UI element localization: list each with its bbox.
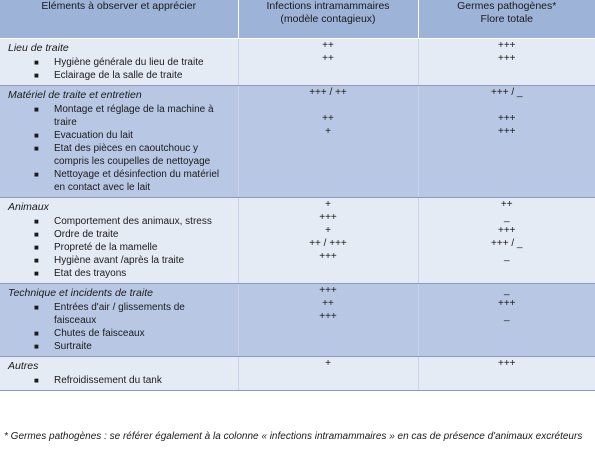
header-elements: Eléments à observer et apprécier xyxy=(0,0,238,39)
bullet-icon: ■ xyxy=(34,144,39,153)
list-item xyxy=(0,215,238,228)
item-label: Etat des trayons xyxy=(54,268,127,279)
list-item xyxy=(0,374,238,387)
table-header-row xyxy=(0,0,595,39)
infections-cell xyxy=(238,284,418,357)
bullet-icon: ■ xyxy=(34,376,39,385)
infections-value: ++ xyxy=(322,113,334,124)
item-label: Eclairage de la salle de traite xyxy=(54,70,183,81)
germes-value: +++ / _ xyxy=(491,87,523,98)
list-item xyxy=(0,228,238,241)
infections-value: ++ / +++ xyxy=(309,238,347,249)
item-label: Evacuation du lait xyxy=(54,130,133,141)
item-label: Chutes de faisceaux xyxy=(54,328,145,339)
germes-value: +++ xyxy=(497,126,516,137)
section-row xyxy=(0,39,595,86)
infections-cell xyxy=(238,86,418,198)
item-list xyxy=(0,103,238,197)
bullet-icon: ■ xyxy=(34,256,39,265)
infections-cell xyxy=(238,357,418,391)
infections-value: +++ xyxy=(319,285,337,296)
infections-value: +++ xyxy=(319,311,337,322)
infections-value: ++ xyxy=(322,53,334,64)
item-label: Nettoyage et désinfection du matériel en contact avec le lait xyxy=(54,169,220,193)
germes-value: _ xyxy=(503,311,510,322)
list-item xyxy=(0,301,238,327)
infections-value: + xyxy=(325,358,331,369)
item-label: Ordre de traite xyxy=(54,229,119,240)
germes-value: _ xyxy=(503,285,510,296)
section-elements-cell xyxy=(0,39,238,86)
infections-value: + xyxy=(325,225,331,236)
germes-value: +++ / _ xyxy=(491,238,523,249)
germes-value: +++ xyxy=(497,298,516,309)
infections-value: + xyxy=(325,126,331,137)
item-label: Surtraite xyxy=(54,341,92,352)
item-label: Hygiène générale du lieu de traite xyxy=(54,57,204,68)
germes-value: +++ xyxy=(497,53,516,64)
germes-value: +++ xyxy=(497,225,516,236)
infections-cell xyxy=(238,39,418,86)
germes-value: ++ xyxy=(500,199,513,210)
item-label: Etat des pièces en caoutchouc y compris les coupelles de nettoyage xyxy=(54,143,211,167)
germes-value: +++ xyxy=(497,358,516,369)
list-item xyxy=(0,254,238,267)
list-item xyxy=(0,142,238,168)
germes-value: +++ xyxy=(497,113,516,124)
germes-cell xyxy=(418,39,595,86)
section-row xyxy=(0,284,595,357)
bullet-icon: ■ xyxy=(34,329,39,338)
header-infections-line1: Infections intramammaires xyxy=(266,0,390,12)
item-label: Comportement des animaux, stress xyxy=(54,216,212,227)
header-germes-line2: Flore totale xyxy=(480,13,534,25)
list-item xyxy=(0,340,238,353)
bullet-icon: ■ xyxy=(34,131,39,140)
table-body xyxy=(0,39,595,391)
section-title: Animaux xyxy=(8,201,49,213)
list-item xyxy=(0,241,238,254)
header-infections-line2: (modèle contagieux) xyxy=(280,13,376,25)
section-elements-cell xyxy=(0,284,238,357)
footnote: * Germes pathogènes : se référer également à la colonne « infections intramammaires » en cas de présence d'animaux excréteurs xyxy=(4,431,583,442)
section-title: Lieu de traite xyxy=(8,42,69,54)
germes-value xyxy=(419,151,595,177)
infections-cell xyxy=(238,198,418,284)
list-item xyxy=(0,103,238,129)
bullet-icon: ■ xyxy=(34,105,39,114)
bullet-icon: ■ xyxy=(34,243,39,252)
header-germes-line1: Germes pathogènes* xyxy=(457,0,557,12)
list-item xyxy=(0,168,238,194)
section-title: Autres xyxy=(8,360,39,372)
section-row xyxy=(0,198,595,284)
infections-value: +++ xyxy=(319,212,337,223)
list-item xyxy=(0,327,238,340)
section-elements-cell xyxy=(0,357,238,391)
section-row xyxy=(0,357,595,391)
bullet-icon: ■ xyxy=(34,71,39,80)
list-item xyxy=(0,267,238,280)
infections-value xyxy=(239,151,418,177)
germes-cell xyxy=(418,284,595,357)
bullet-icon: ■ xyxy=(34,170,39,179)
bullet-icon: ■ xyxy=(34,342,39,351)
germes-cell xyxy=(418,357,595,391)
item-list xyxy=(0,215,238,283)
bullet-icon: ■ xyxy=(34,58,39,67)
list-item xyxy=(0,129,238,142)
item-label: Hygiène avant /après la traite xyxy=(54,255,185,266)
infections-value: +++ / ++ xyxy=(309,87,347,98)
item-list xyxy=(0,301,238,356)
infections-value: + xyxy=(325,199,331,210)
section-elements-cell xyxy=(0,198,238,284)
section-title: Technique et incidents de traite xyxy=(8,287,153,299)
germes-value: _ xyxy=(503,251,510,262)
germes-cell xyxy=(418,198,595,284)
bullet-icon: ■ xyxy=(34,230,39,239)
header-germes xyxy=(418,0,595,39)
section-row xyxy=(0,86,595,198)
bullet-icon: ■ xyxy=(34,217,39,226)
infections-value: ++ xyxy=(322,298,334,309)
germes-value: _ xyxy=(503,212,510,223)
item-label: Refroidissement du tank xyxy=(54,375,162,386)
section-elements-cell xyxy=(0,86,238,198)
list-item xyxy=(0,56,238,69)
item-list xyxy=(0,56,238,85)
header-infections xyxy=(238,0,418,39)
germes-cell xyxy=(418,86,595,198)
section-title: Matériel de traite et entretien xyxy=(8,89,142,101)
item-label: Montage et réglage de la machine à traire xyxy=(54,104,214,128)
item-label: Entrées d'air / glissements de faisceaux xyxy=(54,302,185,326)
germes-value: +++ xyxy=(497,40,516,51)
bullet-icon: ■ xyxy=(34,303,39,312)
bullet-icon: ■ xyxy=(34,269,39,278)
list-item xyxy=(0,69,238,82)
infections-value: ++ xyxy=(322,40,334,51)
infections-value: +++ xyxy=(319,251,337,262)
item-label: Propreté de la mamelle xyxy=(54,242,158,253)
item-list xyxy=(0,374,238,390)
